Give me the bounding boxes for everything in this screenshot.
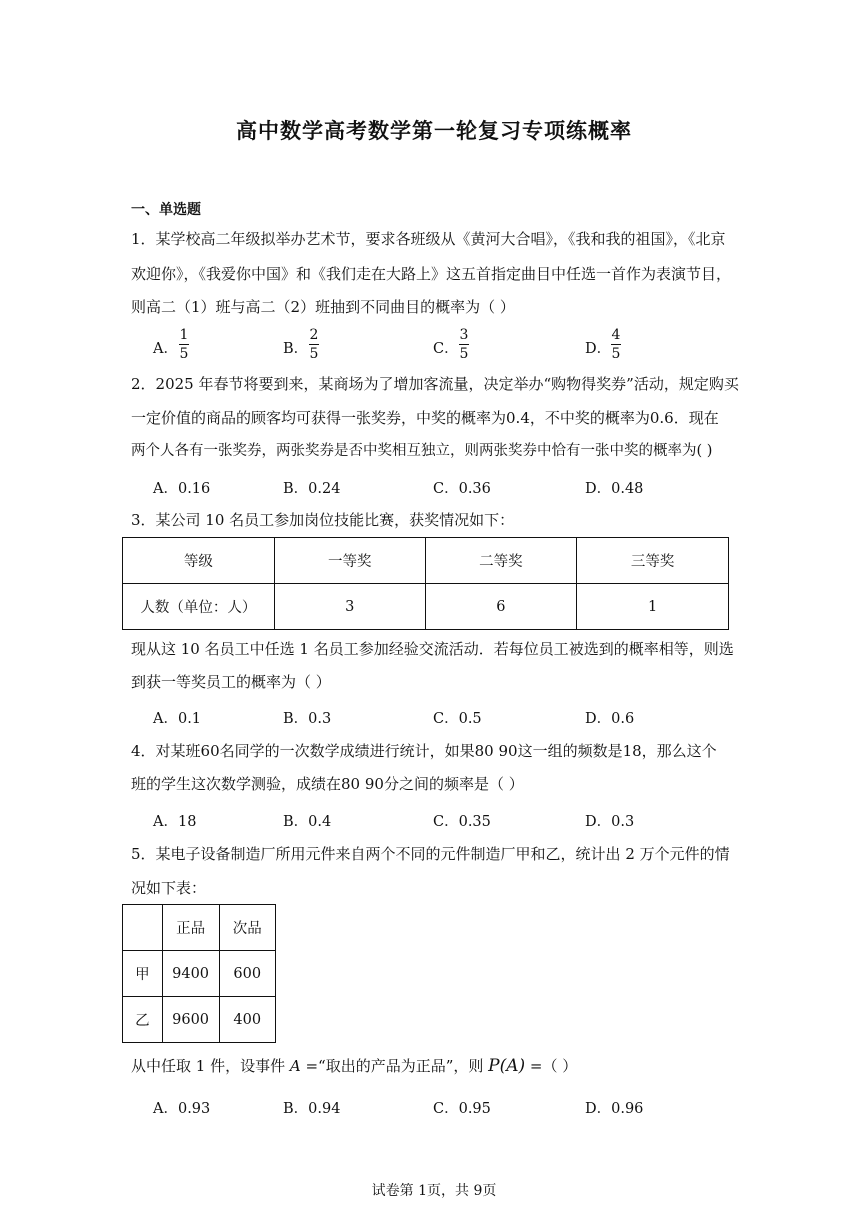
numerator: 3 [459,327,469,343]
fraction [459,327,469,362]
q1-option-b [283,327,319,362]
q1-line-1: 1．某学校高二年级拟举办艺术节，要求各班级从《黄河大合唱》，《我和我的祖国》，《北京 [131,230,726,248]
option-key: A． [153,341,178,357]
fraction [611,327,621,362]
q4-options [153,810,753,832]
q4-option-b: B．0.4 [283,814,332,830]
table-cell: 甲 [123,951,163,997]
page-footer: 试卷第 1页，共 9页 [371,1183,497,1199]
table-cell: 三等奖 [577,538,729,584]
q3-options [153,707,753,729]
q1-line-2: 欢迎你》，《我爱你中国》和《我们走在大路上》这五首指定曲目中任选一首作为表演节目， [131,265,732,283]
q5-after-suffix: =（ ） [525,1057,578,1075]
q5-options [153,1097,753,1119]
denominator: 5 [309,346,319,362]
numerator: 1 [179,327,189,343]
table-cell: 正品 [162,905,219,951]
q2-option-b: B．0.24 [283,481,341,497]
event-variable: A [289,1057,301,1075]
q2-line-3: 两个人各有一张奖券，两张奖券是否中奖相互独立，则两张奖券中恰有一张中奖的概率为( ) [131,443,713,459]
q2-line-2: 一定价值的商品的顾客均可获得一张奖券，中奖的概率为0.4，不中奖的概率为0.6．现在 [131,409,719,427]
table-header-row [123,905,276,951]
denominator: 5 [611,346,621,362]
table-cell: 乙 [123,997,163,1043]
q5-option-c: C．0.95 [433,1101,491,1117]
q1-line-3: 则高二（1）班与高二（2）班抽到不同曲目的概率为（ ） [131,298,515,316]
q4-option-c: C．0.35 [433,814,491,830]
q3-after-line-2: 到获一等奖员工的概率为（ ） [131,673,331,691]
option-key: B． [283,341,309,357]
q2-line-1: 2．2025 年春节将要到来，某商场为了增加客流量，决定举办“购物得奖券”活动，规定购买 [131,375,739,393]
q3-after-line-1: 现从这 10 名员工中任选 1 名员工参加经验交流活动．若每位员工被选到的概率相等，则选 [131,640,734,658]
q4-line-1: 4．对某班60名同学的一次数学成绩进行统计，如果80 90这一组的频数是18，那么这个 [131,742,717,760]
q2-option-a: A．0.16 [153,481,211,497]
section-heading: 一、单选题 [131,202,201,218]
q2-options [153,477,753,499]
q3-award-table [122,537,729,630]
page-title: 高中数学高考数学第一轮复习专项练概率 [236,118,632,143]
q1-option-a [153,327,189,362]
table-cell: 600 [219,951,275,997]
q2-option-d: D．0.48 [585,481,644,497]
table-row [123,584,729,630]
numerator: 2 [309,327,319,343]
q5-option-a: A．0.93 [153,1101,211,1117]
q1-option-d [585,327,621,362]
q5-after-line [131,1056,577,1076]
denominator: 5 [459,346,469,362]
q1-options [153,327,753,362]
q5-after-mid: =“取出的产品为正品”，则 [300,1057,489,1075]
table-header-row [123,538,729,584]
table-cell: 一等奖 [274,538,425,584]
table-cell: 二等奖 [425,538,577,584]
q5-after-prefix: 从中任取 1 件，设事件 [131,1057,290,1075]
table-cell: 1 [577,584,729,630]
q3-option-a: A．0.1 [153,711,202,727]
numerator: 4 [611,327,621,343]
q5-option-d: D．0.96 [585,1101,644,1117]
q4-option-d: D．0.3 [585,814,635,830]
q4-line-2: 班的学生这次数学测验，成绩在80 90分之间的频率是（ ） [131,775,524,793]
table-cell: 400 [219,997,275,1043]
option-key: C． [433,341,459,357]
table-row [123,997,276,1043]
q5-line-2: 况如下表： [131,879,207,897]
q5-component-table [122,904,276,1043]
q5-option-b: B．0.94 [283,1101,341,1117]
table-cell: 人数（单位：人） [123,584,275,630]
denominator: 5 [179,346,189,362]
q2-option-c: C．0.36 [433,481,491,497]
q3-intro: 3．某公司 10 名员工参加岗位技能比赛，获奖情况如下： [131,511,515,529]
q4-option-a: A．18 [153,814,197,830]
table-cell: 9400 [162,951,219,997]
table-cell: 次品 [219,905,275,951]
fraction [309,327,319,362]
option-key: D． [585,341,612,357]
table-cell [123,905,163,951]
table-cell: 9600 [162,997,219,1043]
table-cell: 等级 [123,538,275,584]
q1-option-c [433,327,469,362]
probability-expression: P(A) [488,1056,526,1076]
q5-line-1: 5．某电子设备制造厂所用元件来自两个不同的元件制造厂甲和乙，统计出 2 万个元件的情 [131,845,730,863]
table-row [123,951,276,997]
q3-option-c: C．0.5 [433,711,482,727]
table-cell: 3 [274,584,425,630]
table-cell: 6 [425,584,577,630]
q3-option-d: D．0.6 [585,711,635,727]
fraction [179,327,189,362]
q3-option-b: B．0.3 [283,711,332,727]
